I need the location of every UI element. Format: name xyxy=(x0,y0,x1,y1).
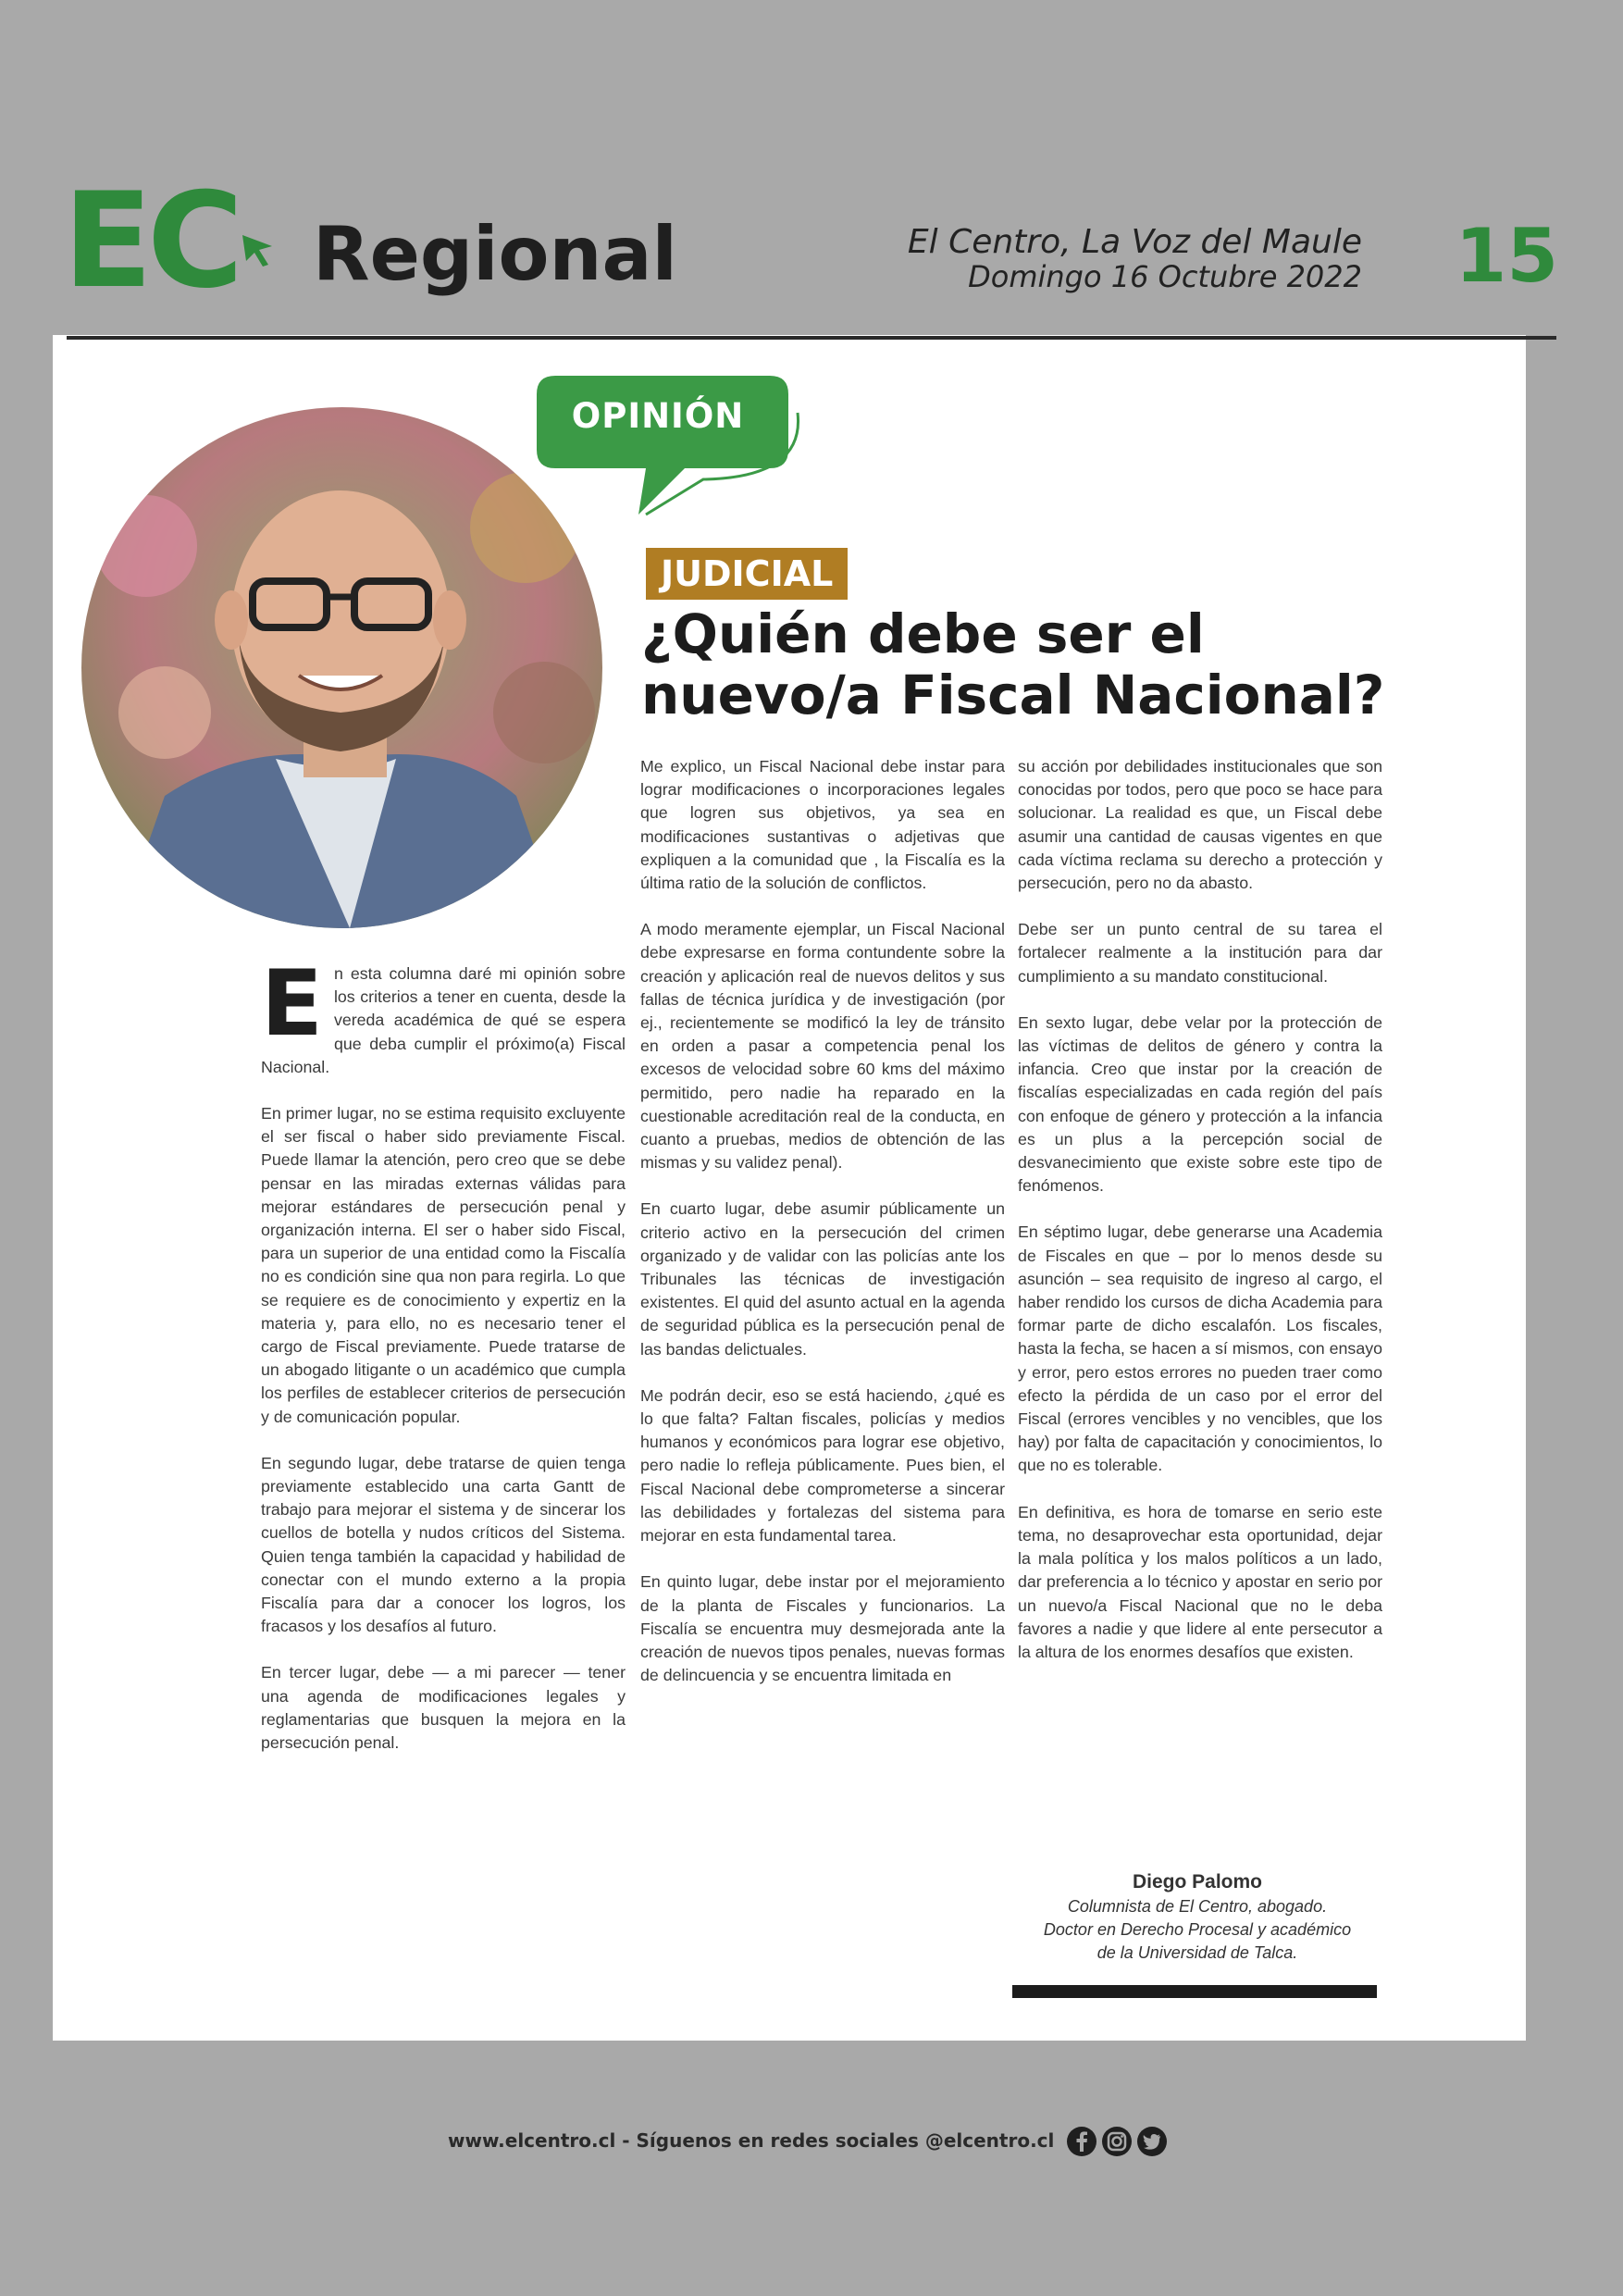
paragraph: En sexto lugar, debe velar por la protección de las víctimas de delitos de género y contra la infancia. Creo que instar por la creación de fiscalías especializadas en cada región del país con enfoque de género y protección a la infancia es un plus a la percepción social de desvanecimiento que existe sobre este tipo de fenómenos. xyxy=(1018,1012,1382,1196)
paragraph: su acción por debilidades institucionales que son conocidas por todos, pero que poco se hace para solucionar. La realidad es que, un Fiscal debe asumir una cantidad de causas vigentes en que cada víctima reclama su derecho a protección y persecución, pero no da abasto. xyxy=(1018,757,1382,893)
paragraph: Me podrán decir, eso se está haciendo, ¿qué es lo que falta? Faltan fiscales, policías y medios humanos y económicos para lograr ese objetivo, pero nadie lo refleja públicamente. Pues bien, el Fiscal Nacional debe comprometerse a sincerar las debilidades y fortalezas del sistema para mejorar en esta fundamental tarea. xyxy=(640,1385,1005,1545)
author-name: Diego Palomo xyxy=(1132,1871,1263,1893)
page-number: 15 xyxy=(1455,213,1558,299)
paragraph: En quinto lugar, debe instar por el mejoramiento de la planta de Fiscales y funcionarios. La Fiscalía se encuentra muy desmejorada ante la creación de nuevos tipos penales, nuevas formas de delincuencia y se encuentra limitada en xyxy=(640,1572,1005,1685)
paragraph: En cuarto lugar, debe asumir públicamente un criterio activo en la persecución del crimen organizado y de validar con las policías ante los Tribunales las técnicas de investigación existentes. El quid del asunto actual en la agenda de seguridad pública es la persecución penal de las bandas delictuales. xyxy=(640,1199,1005,1359)
paragraph: En segundo lugar, debe tratarse de quien tenga previamente establecido una carta Gantt de trabajo para mejorar el sistema y de sincerar los cuellos de botella y nudos críticos del Sistema. Quien tenga también la capacidad y habilidad de conectar con el mundo externo a la propia Fiscalía para dar a conocer los logros, los fracasos y los desafíos al futuro. xyxy=(261,1453,626,1636)
publication-name: El Centro, La Voz del Maule xyxy=(907,223,1362,261)
signature-rule xyxy=(1012,1985,1377,1998)
author-role-line: de la Universidad de Talca. xyxy=(1096,1943,1298,1962)
article-column-2 xyxy=(640,755,1005,1710)
paragraph: En primer lugar, no se estima requisito excluyente el ser fiscal o haber sido previamente Fiscal. Puede llamar la atención, pero creo que se debe pensar en las miradas externas válidas para mejorar estándares de persecución penal y organización interna. El ser o haber sido Fiscal, para un superior de una entidad como la Fiscalía no es condición sine qua non para regirla. Lo que se requiere es de conocimiento y expertiz en la materia y, para ello, no es necesario tener el cargo de Fiscal previamente. Puede tratarse de un abogado litigante o un académico que cumpla los perfiles de establecer criterios de persecución y de comunicación popular. xyxy=(261,1104,626,1426)
article-column-1 xyxy=(261,951,626,1778)
footer-text[interactable]: www.elcentro.cl - Síguenos en redes sociales @elcentro.cl xyxy=(448,2129,1055,2152)
instagram-icon[interactable] xyxy=(1101,2126,1133,2157)
section-tag: JUDICIAL xyxy=(646,548,848,600)
paragraph: En séptimo lugar, debe generarse una Academia de Fiscales en que – por lo menos desde su asunción – sea requisito de ingreso al cargo, el haber rendido los cursos de dicha Academia para formar parte de dicho escalafón. Los fiscales, hasta la fecha, se hacen a sí mismos, con ensayo y error, pero estos errores no pueden traer como efecto la pérdida de un caso por el error del Fiscal (errores vencibles y no vencibles, que los hay) por falta de capacitación y conocimientos, lo que no es tolerable. xyxy=(1018,1222,1382,1475)
paragraph: Me explico, un Fiscal Nacional debe instar para lograr modificaciones o incorporaciones legales que logren sus objetivos, ya sea en modificaciones sustantivas o adjetivas que expliquen a la comunidad que , la Fiscalía es la última ratio de la solución de conflictos. xyxy=(640,757,1005,893)
paragraph: A modo meramente ejemplar, un Fiscal Nacional debe expresarse en forma contundente sobre la creación y aplicación real de nuevos delitos y sus fallas de técnica jurídica y de investigación (por ej., recientemente se modificó la ley de tránsito en orden a pasar a competencia penal los excesos de velocidad sobre 60 kms del máximo permitido, pero nadie ha reparado en la cuestionable acreditación real de la conducta, en cuanto a pruebas, medios de obtención de las mismas y su validez penal). xyxy=(640,920,1005,1173)
paragraph: En definitiva, es hora de tomarse en serio este tema, no desaprovechar esta oportunidad, dejar la mala política y los malos políticos a un lado, dar preferencia a lo técnico y apostar en serio por un nuevo/a Fiscal Nacional que no le deba favores a nadie y que lidere al ente persecutor a la altura de los enormes desafíos que existen. xyxy=(1018,1502,1382,1661)
logo-arrow-icon xyxy=(239,231,276,268)
author-role-line: Doctor en Derecho Procesal y académico xyxy=(1043,1920,1352,1939)
article-headline: ¿Quién debe ser el nuevo/a Fiscal Nacional? xyxy=(641,602,1385,726)
article-column-3 xyxy=(1018,755,1382,1687)
twitter-icon[interactable] xyxy=(1136,2126,1168,2157)
header-rule xyxy=(67,336,1556,340)
section-title: Regional xyxy=(313,211,677,297)
publication-date: Domingo 16 Octubre 2022 xyxy=(968,259,1362,294)
masthead xyxy=(0,0,1623,333)
facebook-icon[interactable] xyxy=(1066,2126,1097,2157)
author-photo xyxy=(81,407,602,928)
logo[interactable]: EC xyxy=(63,165,239,317)
author-role-line: Columnista de El Centro, abogado. xyxy=(1067,1897,1328,1916)
publication-info xyxy=(908,224,1362,292)
paragraph: En tercer lugar, debe — a mi parecer — tener una agenda de modificaciones legales y reglamentarias que busquen la mejora en la persecución penal. xyxy=(261,1663,626,1753)
paragraph: Debe ser un punto central de su tarea el fortalecer realmente a la institución para dar cumplimiento a su mandato constitucional. xyxy=(1018,920,1382,986)
author-signature xyxy=(1012,1869,1382,1965)
opinion-label: OPINIÓN xyxy=(571,396,745,436)
paragraph-text: n esta columna daré mi opinión sobre los criterios a tener en cuenta, desde la vereda académica de qué se espera que deba cumplir el próximo(a) Fiscal Nacional. xyxy=(261,964,626,1076)
paragraph xyxy=(261,951,626,1079)
drop-cap: E xyxy=(261,951,323,1057)
